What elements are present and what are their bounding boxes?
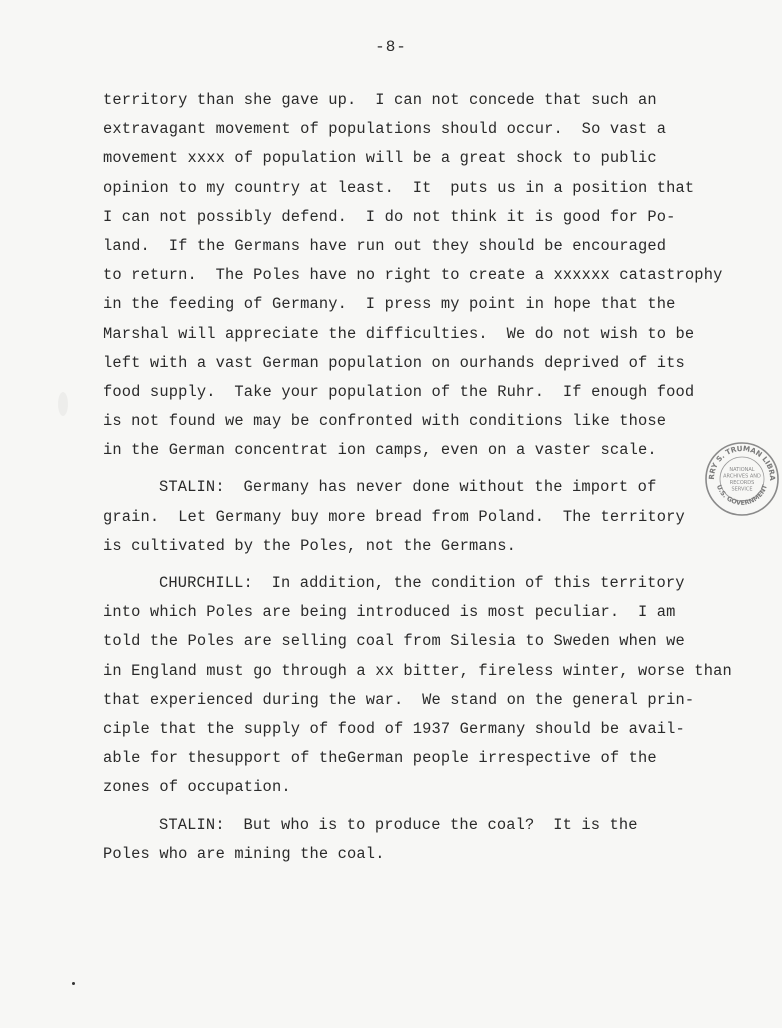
paragraph-churchill-continued — [103, 86, 763, 465]
paragraph-gap — [103, 561, 763, 569]
stamp-line-1: NATIONAL — [729, 467, 755, 473]
text-line: that experienced during the war. We stand on the general prin- — [103, 690, 695, 709]
text-line: Marshal will appreciate the difficulties. We do not wish to be — [103, 324, 695, 343]
text-line: left with a vast German population on ourhands deprived of its — [103, 353, 685, 372]
text-line: in the German concentrat ion camps, even on a vaster scale. — [103, 441, 657, 460]
text-line: territory than she gave up. I can not concede that such an — [103, 91, 657, 109]
text-line: in the feeding of Germany. I press my point in hope that the — [103, 295, 676, 314]
stamp-seal — [703, 440, 781, 518]
scan-shadow — [58, 392, 68, 416]
text-line: able for thesupport of theGerman people irrespective of the — [103, 749, 657, 768]
text-line: I can not possibly defend. I do not think it is good for Po- — [103, 207, 676, 226]
stamp-line-4: SERVICE — [731, 486, 753, 493]
stamp-line-2: ARCHIVES AND — [723, 473, 761, 480]
text-line: grain. Let Germany buy more bread from Poland. The territory — [103, 507, 685, 526]
text-line: is not found we may be confronted with conditions like those — [103, 412, 667, 431]
text-line: to return. The Poles have no right to create a xxxxxx catastrophy — [103, 266, 723, 285]
text-line: told the Poles are selling coal from Silesia to Sweden when we — [103, 632, 685, 651]
text-line: is cultivated by the Poles, not the Germans. — [103, 536, 516, 555]
text-line: opinion to my country at least. It puts us in a position that — [103, 178, 695, 197]
paragraph-gap — [103, 465, 763, 473]
text-line: zones of occupation. — [103, 778, 291, 797]
truman-library-stamp — [703, 440, 781, 518]
paragraph-churchill-coal — [103, 569, 763, 803]
scan-speck — [72, 982, 75, 985]
document-body — [103, 86, 763, 869]
text-line: extravagant movement of populations should occur. So vast a — [103, 120, 667, 139]
text-line: in England must go through a xx bitter, fireless winter, worse than — [103, 661, 732, 680]
text-line: food supply. Take your population of the Ruhr. If enough food — [103, 382, 695, 401]
paragraph-stalin-grain — [103, 473, 763, 561]
page-number: -8- — [375, 38, 407, 56]
text-line: movement xxxx of population will be a great shock to public — [103, 149, 657, 168]
text-line: STALIN: Germany has never done without the import of — [159, 478, 657, 497]
text-line: land. If the Germans have run out they should be encouraged — [103, 236, 667, 255]
stamp-outer-text: RRY S. TRUMAN LIBRA — [706, 443, 778, 481]
text-line: CHURCHILL: In addition, the condition of this territory — [159, 574, 685, 592]
text-line: into which Poles are being introduced is most peculiar. I am — [103, 603, 676, 622]
paragraph-stalin-coal — [103, 811, 763, 869]
text-line: Poles who are mining the coal. — [103, 844, 385, 863]
text-line: ciple that the supply of food of 1937 Germany should be avail- — [103, 719, 685, 738]
stamp-line-3: RECORDS — [729, 480, 755, 486]
paragraph-gap — [103, 803, 763, 811]
stamp-bottom-text: U.S. GOVERNMENT — [714, 483, 770, 507]
text-line: STALIN: But who is to produce the coal? It is the — [159, 815, 638, 834]
